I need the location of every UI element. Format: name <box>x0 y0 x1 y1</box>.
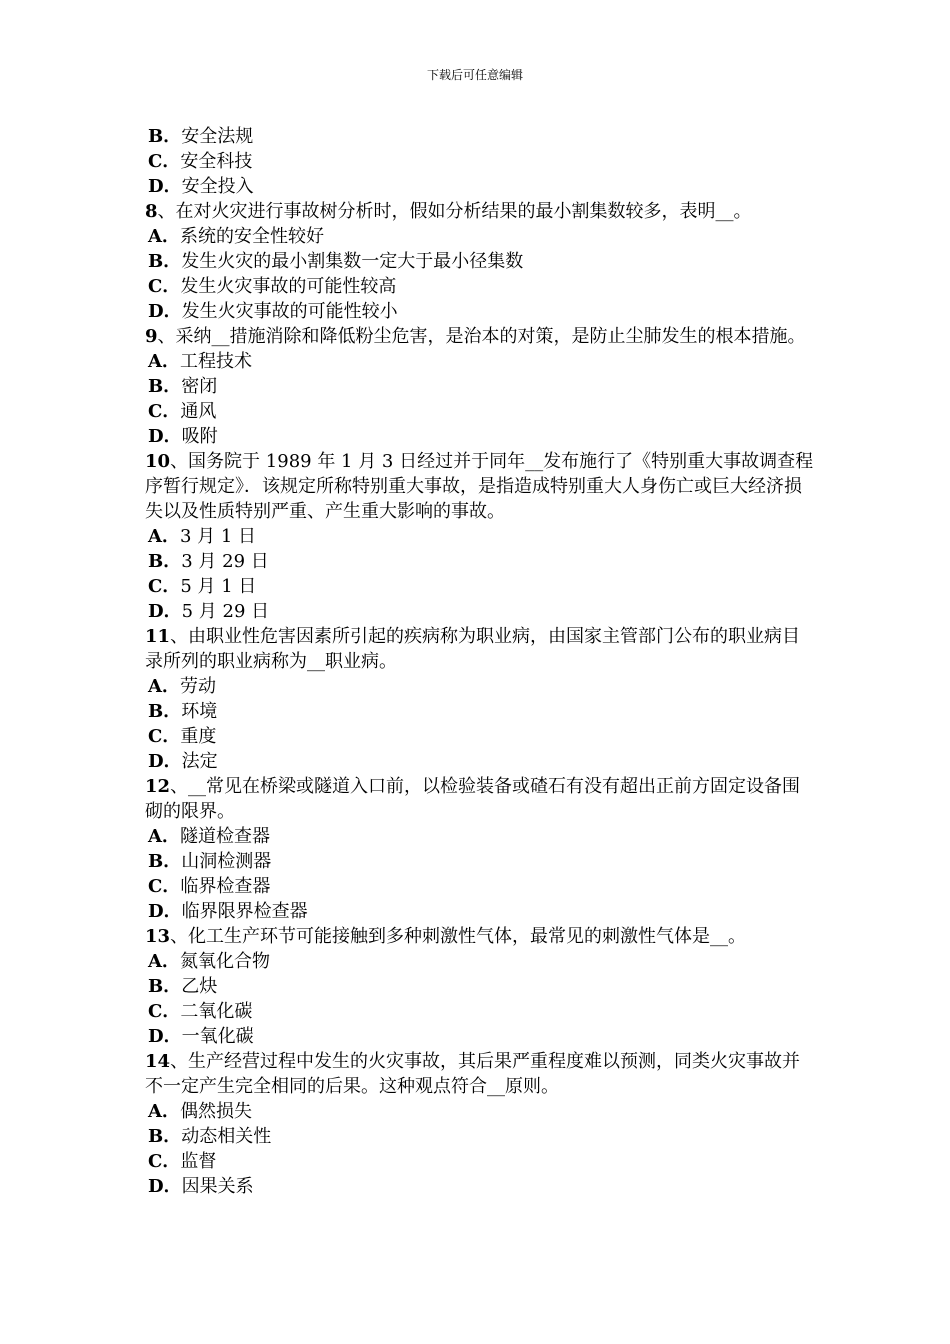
option-text: 3 月 1 日 <box>179 526 257 547</box>
option-letter: A． <box>148 951 180 972</box>
answer-option <box>145 349 815 374</box>
answer-option <box>145 1149 815 1174</box>
option-text: 劳动 <box>179 676 216 697</box>
answer-option <box>145 899 815 924</box>
answer-option <box>145 524 815 549</box>
answer-option <box>145 674 815 699</box>
question-text: 、__常见在桥梁或隧道入口前，以检验装备或碴石有没有超出正前方固定设备围砌的限界。 <box>145 776 801 822</box>
answer-option <box>145 124 815 149</box>
answer-option <box>145 749 815 774</box>
answer-option <box>145 399 815 424</box>
option-letter: B． <box>148 376 182 397</box>
answer-option <box>145 374 815 399</box>
option-letter: C． <box>148 726 181 747</box>
question-stem <box>145 624 815 674</box>
option-letter: D． <box>148 301 182 322</box>
option-text: 系统的安全性较好 <box>179 226 324 247</box>
question-stem <box>145 1049 815 1099</box>
option-letter: A． <box>148 676 180 697</box>
option-letter: C． <box>148 276 181 297</box>
option-letter: A． <box>148 526 180 547</box>
answer-option <box>145 424 815 449</box>
option-text: 监督 <box>180 1151 217 1172</box>
page-header: 下载后可任意编辑 <box>426 68 523 82</box>
option-text: 因果关系 <box>181 1176 254 1197</box>
option-letter: A． <box>148 826 180 847</box>
question-number: 8 <box>145 201 158 222</box>
option-letter: A． <box>148 351 180 372</box>
question-text: 、生产经营过程中发生的火灾事故，其后果严重程度难以预测，同类火灾事故并不一定产生完全相同的后果。这种观点符合__原则。 <box>145 1051 801 1097</box>
option-letter: B． <box>148 251 182 272</box>
option-letter: D． <box>148 751 182 772</box>
answer-option <box>145 274 815 299</box>
answer-option <box>145 949 815 974</box>
option-letter: B． <box>148 551 182 572</box>
option-letter: D． <box>148 426 182 447</box>
option-text: 重度 <box>180 726 217 747</box>
option-text: 偶然损失 <box>179 1101 252 1122</box>
answer-option <box>145 574 815 599</box>
option-letter: C． <box>148 876 181 897</box>
question-number: 11 <box>145 626 171 647</box>
option-text: 法定 <box>181 751 218 772</box>
option-text: 环境 <box>181 701 218 722</box>
option-text: 通风 <box>180 401 217 422</box>
answer-option <box>145 824 815 849</box>
answer-option <box>145 174 815 199</box>
option-letter: D． <box>148 901 182 922</box>
question-text: 、国务院于 1989 年 1 月 3 日经过并于同年__发布施行了《特别重大事故调查程序暂行规定》．该规定所称特别重大事故，是指造成特别重大人身伤亡或巨大经济损失以及性质特别严重、产生重大影响的事故。 <box>145 451 814 522</box>
question-number: 10 <box>145 451 171 472</box>
option-text: 工程技术 <box>179 351 252 372</box>
question-stem <box>145 324 815 349</box>
answer-option <box>145 549 815 574</box>
question-stem <box>145 774 815 824</box>
answer-option <box>145 1024 815 1049</box>
option-letter: C． <box>148 576 181 597</box>
question-text: 、化工生产环节可能接触到多种刺激性气体，最常见的刺激性气体是__。 <box>170 926 747 947</box>
option-letter: C． <box>148 151 181 172</box>
option-letter: D． <box>148 601 182 622</box>
answer-option <box>145 224 815 249</box>
answer-option <box>145 299 815 324</box>
question-text: 、采纳__措施消除和降低粉尘危害，是治本的对策，是防止尘肺发生的根本措施。 <box>157 326 806 347</box>
question-stem <box>145 449 815 524</box>
answer-option <box>145 1124 815 1149</box>
option-text: 吸附 <box>181 426 218 447</box>
option-text: 乙炔 <box>181 976 218 997</box>
question-number: 9 <box>145 326 158 347</box>
option-text: 发生火灾的最小割集数一定大于最小径集数 <box>181 251 524 272</box>
option-letter: D． <box>148 1176 182 1197</box>
option-text: 山洞检测器 <box>181 851 272 872</box>
question-text: 、由职业性危害因素所引起的疾病称为职业病，由国家主管部门公布的职业病目录所列的职业病称为__职业病。 <box>145 626 801 672</box>
option-letter: D． <box>148 1026 182 1047</box>
option-text: 隧道检查器 <box>179 826 270 847</box>
option-letter: C． <box>148 401 181 422</box>
option-letter: B． <box>148 851 182 872</box>
option-letter: B． <box>148 701 182 722</box>
answer-option <box>145 874 815 899</box>
option-text: 5 月 1 日 <box>180 576 257 597</box>
answer-option <box>145 599 815 624</box>
answer-option <box>145 849 815 874</box>
option-text: 二氧化碳 <box>180 1001 253 1022</box>
option-text: 发生火灾事故的可能性较小 <box>181 301 398 322</box>
option-letter: A． <box>148 1101 180 1122</box>
option-text: 发生火灾事故的可能性较高 <box>180 276 397 297</box>
option-text: 安全法规 <box>181 126 254 147</box>
option-text: 临界检查器 <box>180 876 271 897</box>
answer-option <box>145 149 815 174</box>
option-text: 临界限界检查器 <box>181 901 308 922</box>
question-stem <box>145 199 815 224</box>
question-number: 12 <box>145 776 171 797</box>
answer-option <box>145 974 815 999</box>
answer-option <box>145 724 815 749</box>
answer-option <box>145 249 815 274</box>
question-number: 14 <box>145 1051 171 1072</box>
option-text: 安全科技 <box>180 151 253 172</box>
option-letter: B． <box>148 126 182 147</box>
question-stem <box>145 924 815 949</box>
option-text: 动态相关性 <box>181 1126 272 1147</box>
question-text: 、在对火灾进行事故树分析时，假如分析结果的最小割集数较多，表明__。 <box>157 201 752 222</box>
option-text: 氮氧化合物 <box>179 951 270 972</box>
option-letter: B． <box>148 1126 182 1147</box>
option-letter: C． <box>148 1151 181 1172</box>
option-letter: C． <box>148 1001 181 1022</box>
answer-option <box>145 999 815 1024</box>
option-letter: A． <box>148 226 180 247</box>
option-letter: D． <box>148 176 182 197</box>
answer-option <box>145 699 815 724</box>
answer-option <box>145 1174 815 1199</box>
question-number: 13 <box>145 926 171 947</box>
option-text: 一氧化碳 <box>181 1026 254 1047</box>
option-text: 5 月 29 日 <box>181 601 270 622</box>
option-letter: B． <box>148 976 182 997</box>
option-text: 密闭 <box>181 376 218 397</box>
option-text: 3 月 29 日 <box>181 551 269 572</box>
answer-option <box>145 1099 815 1124</box>
option-text: 安全投入 <box>181 176 254 197</box>
question-list <box>145 124 815 1199</box>
